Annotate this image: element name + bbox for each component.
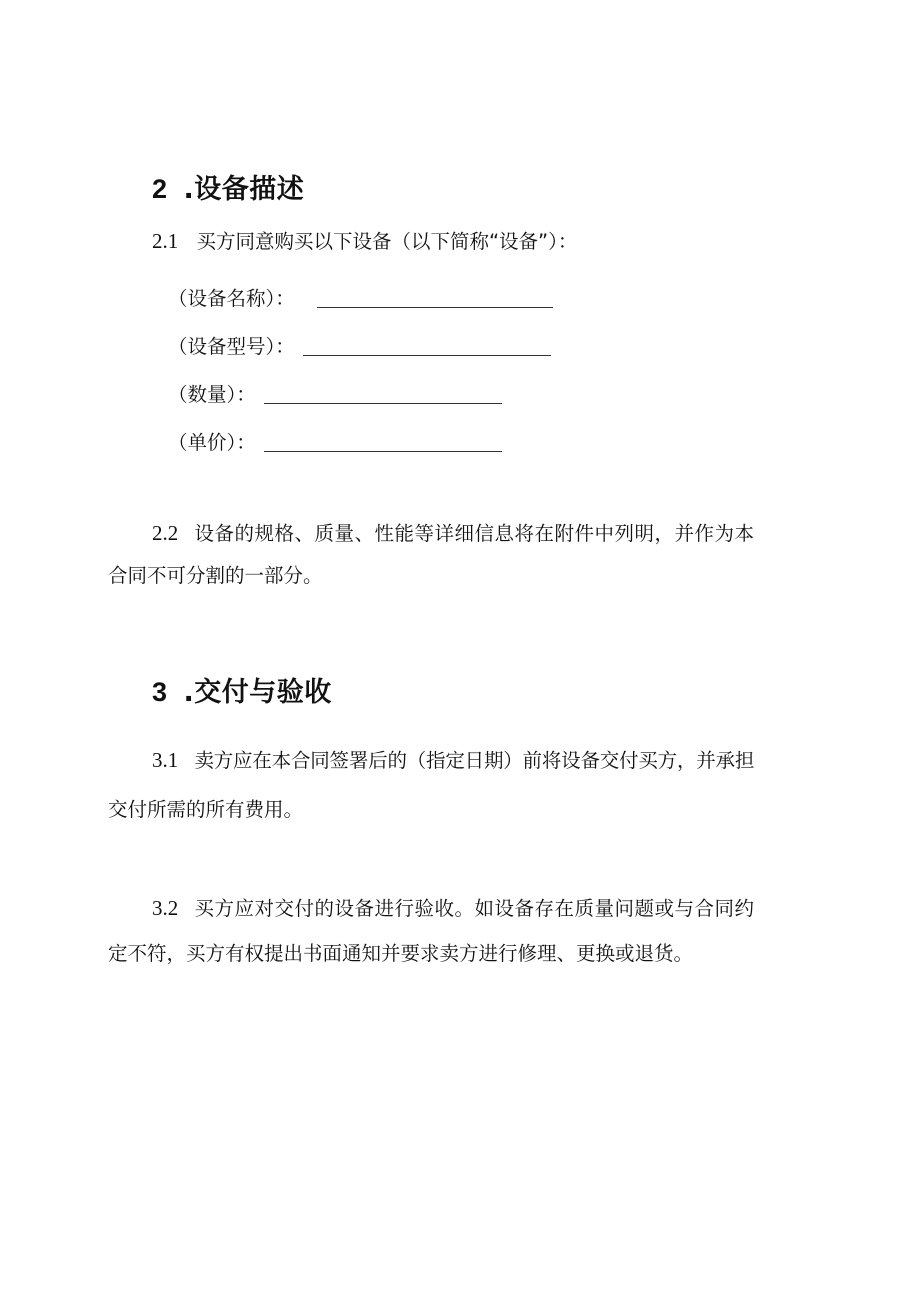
- section-2-heading: [152, 167, 304, 206]
- field-unit-price-blank[interactable]: [264, 451, 502, 452]
- section-3-title: .交付与验收: [183, 677, 332, 708]
- section-2-title: .设备描述: [183, 174, 305, 205]
- field-equipment-model: [168, 331, 551, 359]
- clause-3-1-text-line1: 卖方应在本合同签署后的（指定日期）前将设备交付买方，并承担: [194, 749, 755, 772]
- field-equipment-model-blank[interactable]: [303, 355, 551, 356]
- clause-2-1-number: 2.1: [152, 229, 179, 253]
- clause-3-1-line1: [152, 750, 754, 771]
- field-quantity: [168, 379, 502, 407]
- section-2-number: 2: [152, 174, 168, 204]
- clause-3-2-text-line1: 买方应对交付的设备进行验收。如设备存在质量问题或与合同约: [194, 897, 755, 920]
- clause-3-2-line2: 定不符，买方有权提出书面通知并要求卖方进行修理、更换或退货。: [108, 942, 694, 965]
- field-equipment-name: [168, 283, 553, 311]
- field-equipment-name-label: （设备名称）：: [168, 287, 295, 310]
- clause-3-1-line2: 交付所需的所有费用。: [108, 798, 304, 821]
- clause-2-2-line1: [152, 523, 754, 544]
- field-quantity-label: （数量）：: [168, 383, 256, 406]
- field-quantity-blank[interactable]: [264, 403, 502, 404]
- clause-3-2-line1: [152, 898, 754, 919]
- field-equipment-name-blank[interactable]: [317, 307, 553, 308]
- clause-2-1-text: 买方同意购买以下设备（以下简称“设备”）：: [196, 230, 578, 253]
- field-equipment-model-label: （设备型号）：: [168, 335, 295, 358]
- field-unit-price-label: （单价）：: [168, 431, 256, 454]
- section-3-heading: [152, 670, 332, 709]
- clause-3-2-number: 3.2: [152, 896, 179, 920]
- clause-2-2-number: 2.2: [152, 521, 179, 545]
- clause-2-2-text-line1: 设备的规格、质量、性能等详细信息将在附件中列明，并作为本: [194, 522, 755, 545]
- section-3-number: 3: [152, 677, 168, 707]
- clause-3-1-number: 3.1: [152, 748, 179, 772]
- clause-2-1: [152, 231, 577, 252]
- field-unit-price: [168, 427, 502, 455]
- clause-2-2-line2: 合同不可分割的一部分。: [108, 564, 323, 587]
